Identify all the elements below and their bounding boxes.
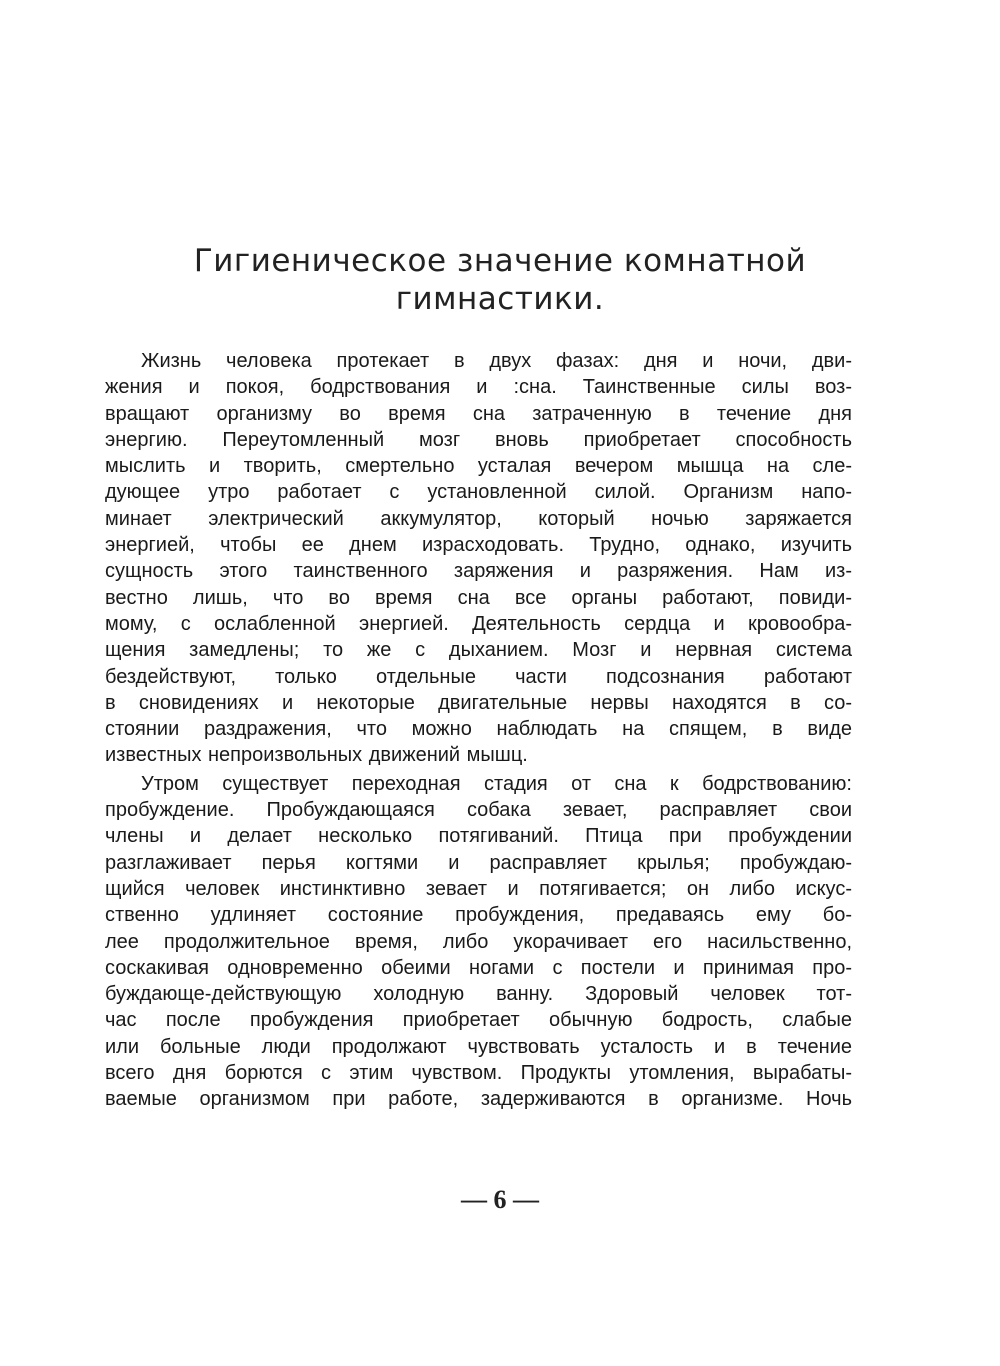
text-line: или больные люди продолжают чувствовать усталость и в течение bbox=[105, 1035, 852, 1058]
text-line: в сновидениях и некоторые двигательные нервы находятся в со- bbox=[105, 691, 852, 714]
text-line: члены и делает несколько потягиваний. Птица при пробуждении bbox=[105, 825, 852, 848]
text-line: Утром существует переходная стадия от сна к бодрствованию: bbox=[141, 772, 852, 795]
text-line: энергию. Переутомленный мозг вновь приобретает способность bbox=[105, 428, 852, 451]
page-number: — 6 — bbox=[461, 1185, 539, 1214]
text-line: сущность этого таинственного заряжения и разряжения. Нам из- bbox=[105, 560, 852, 583]
text-line: лее продолжительное время, либо укорачивает его насильственно, bbox=[105, 930, 852, 953]
text-line: жения и покоя, бодрствования и :сна. Таинственные силы воз- bbox=[105, 376, 852, 399]
page-title-line-1: Гигиеническое значение комнатной bbox=[193, 243, 807, 279]
text-line: мыслить и творить, смертельно усталая вечером мышца на сле- bbox=[105, 455, 852, 478]
text-line: разглаживает перья когтями и расправляет крылья; пробуждаю- bbox=[105, 851, 852, 874]
text-line: энергией, чтобы ее днем израсходовать. Трудно, однако, изучить bbox=[105, 534, 852, 557]
body-text bbox=[105, 348, 852, 1113]
text-line: пробуждение. Пробуждающаяся собака зевает, расправляет свои bbox=[105, 799, 852, 822]
text-line: вестно лишь, что во время сна все органы работают, повиди- bbox=[105, 586, 852, 609]
text-line: минает электрический аккумулятор, который ночью заряжается bbox=[105, 507, 852, 530]
text-line: вращают организму во время сна затраченную в течение дня bbox=[105, 402, 852, 425]
text-line: бездействуют, только отдельные части подсознания работают bbox=[105, 665, 852, 688]
text-line: всего дня борются с этим чувством. Продукты утомления, вырабаты- bbox=[105, 1062, 852, 1085]
text-line: ственно удлиняет состояние пробуждения, предаваясь ему бо- bbox=[105, 904, 852, 927]
paragraph-1 bbox=[105, 348, 852, 769]
text-line: дующее утро работает с установленной силой. Организм напо- bbox=[105, 481, 852, 504]
paragraph-2 bbox=[105, 771, 852, 1113]
text-line: час после пробуждения приобретает обычную бодрость, слабые bbox=[105, 1009, 852, 1032]
text-line: соскакивая одновременно обеими ногами с постели и принимая про- bbox=[105, 956, 852, 979]
text-line: известных непроизвольных движений мышц. bbox=[105, 744, 528, 767]
text-line: щения замедлены; то же с дыханием. Мозг и нервная система bbox=[105, 639, 852, 662]
text-line: щийся человек инстинктивно зевает и потягивается; он либо искус- bbox=[105, 877, 852, 900]
text-line: ваемые организмом при работе, задерживаются в организме. Ночь bbox=[105, 1088, 852, 1111]
text-line: мому, с ослабленной энергией. Деятельность сердца и кровообра- bbox=[105, 612, 852, 635]
text-line: буждающе-действующую холодную ванну. Здоровый человек тот- bbox=[105, 983, 852, 1006]
page-title-line-2: гимнастики. bbox=[395, 281, 605, 317]
text-line: Жизнь человека протекает в двух фазах: дня и ночи, дви- bbox=[141, 350, 852, 372]
text-line: стоянии раздражения, что можно наблюдать на спящем, в виде bbox=[105, 718, 852, 741]
